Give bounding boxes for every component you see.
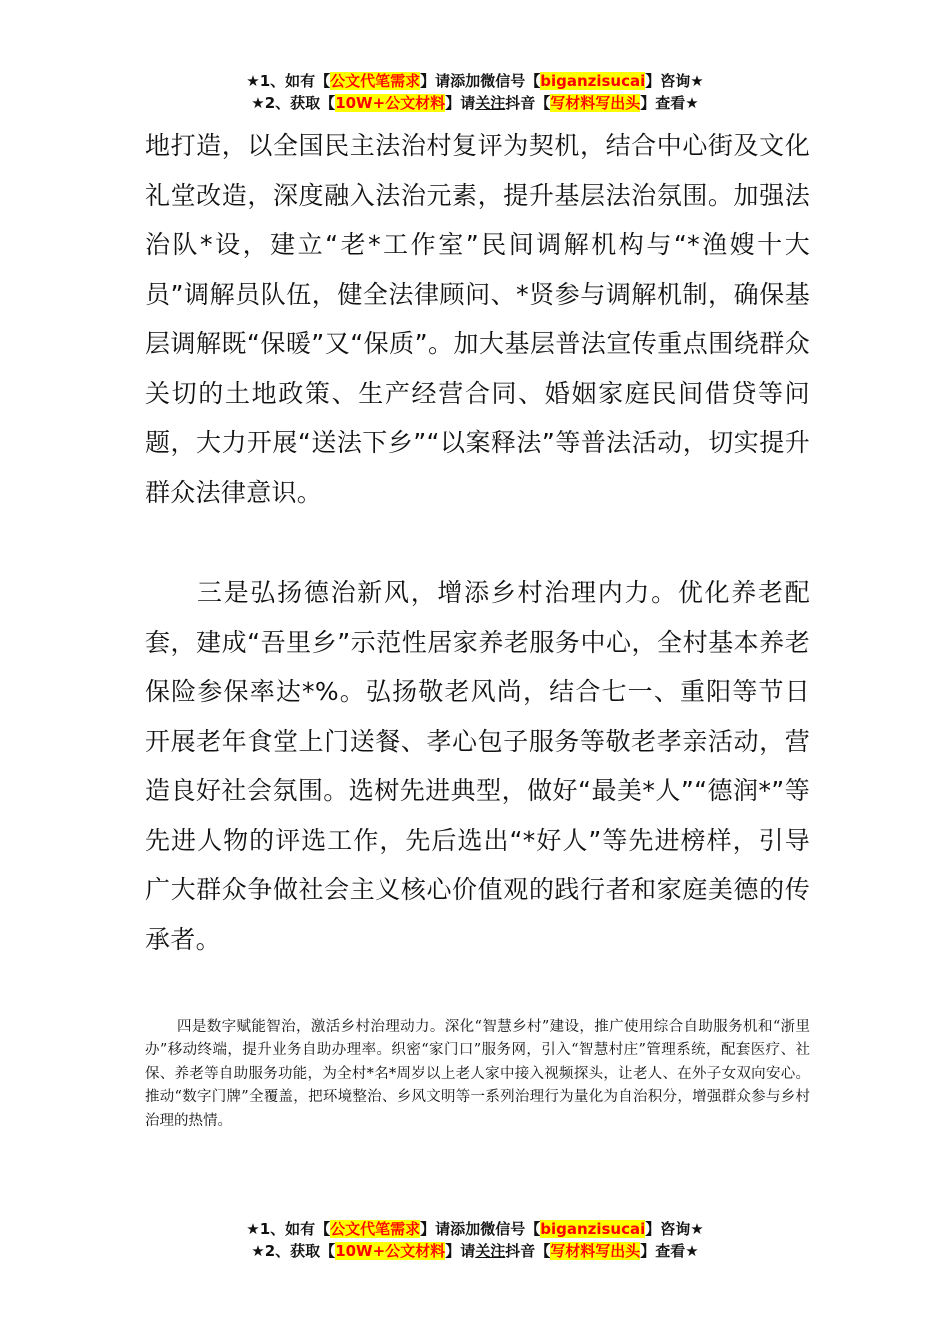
banner-highlight: 写材料写出头 [550,94,641,112]
banner-text: ★1、如有【 [246,1220,331,1238]
body-paragraph-2: 三是弘扬德治新风，增添乡村治理内力。优化养老配套，建成“吾里乡”示范性居家养老服务中心，全村基本养老保险参保率达*%。弘扬敬老风尚，结合七一、重阳等节日开展老年食堂上门送餐、孝心包子服务等敬老孝亲活动，营造良好社会氛围。选树先进典型，做好“最美*人”“德润*”等先进人物的评选工作，先后选出“*好人”等先进榜样，引导广大群众争做社会主义核心价值观的践行者和家庭美德的传承者。 [145,578,810,954]
header-banner [0,70,950,114]
body-paragraph-3: 四是数字赋能智治，激活乡村治理动力。深化“智慧乡村”建设，推广使用综合自助服务机和“浙里办”移动终端，提升业务自助办理率。织密“家门口”服务网，引入“智慧村庄”管理系统，配套医疗、社保、养老等自助服务功能，为全村*名*周岁以上老人家中接入视频探头，让老人、在外子女双向安心。推动“数字门牌”全覆盖，把环境整治、乡风文明等一系列治理行为量化为自治积分，增强群众参与乡村治理的热情。 [145,1019,810,1129]
banner-underlined-text: 关注 [475,1242,506,1260]
header-banner-line-1 [0,70,950,92]
banner-text: 】请 [445,1242,476,1260]
footer-banner-line-2 [0,1240,950,1262]
banner-highlight: 10W+公文材料 [335,94,446,112]
banner-text: ★2、获取【 [251,94,336,112]
banner-text: 微信号【 [480,1220,541,1238]
banner-highlight: 公文代笔需求 [330,1220,421,1238]
banner-underlined-text: 关注 [475,94,506,112]
footer-banner-line-1 [0,1218,950,1240]
banner-text: ★2、获取【 [251,1242,336,1260]
banner-text: 加 [465,1220,481,1238]
banner-text: 微信号【 [480,72,541,90]
banner-highlight: 10W+公文材料 [335,1242,446,1260]
banner-text: 】咨询★ [645,72,704,90]
banner-highlight: 公文代笔需求 [330,72,421,90]
banner-text: 】查看★ [640,94,699,112]
banner-highlight: biganzisucai [540,72,646,90]
footer-banner [0,1218,950,1262]
header-banner-line-2 [0,92,950,114]
banner-highlight: biganzisucai [540,1220,646,1238]
banner-text: 】请添 [420,1220,466,1238]
banner-text: ★1、如有【 [246,72,331,90]
banner-highlight: 写材料写出头 [550,1242,641,1260]
banner-text: 抖音【 [505,94,551,112]
banner-text: 】请 [445,94,476,112]
banner-text: 加 [465,72,481,90]
banner-text: 】咨询★ [645,1220,704,1238]
banner-text: 】请添 [420,72,466,90]
banner-text: 】查看★ [640,1242,699,1260]
banner-text: 抖音【 [505,1242,551,1260]
body-paragraph-1: 地打造，以全国民主法治村复评为契机，结合中心街及文化礼堂改造，深度融入法治元素，提升基层法治氛围。加强法治队*设，建立“老*工作室”民间调解机构与“*渔嫂十大员”调解员队伍，健全法律顾问、*贤参与调解机制，确保基层调解既“保暖”又“保质”。加大基层普法宣传重点围绕群众关切的土地政策、生产经营合同、婚姻家庭民间借贷等问题，大力开展“送法下乡”“以案释法”等普法活动，切实提升群众法律意识。 [145,131,810,507]
